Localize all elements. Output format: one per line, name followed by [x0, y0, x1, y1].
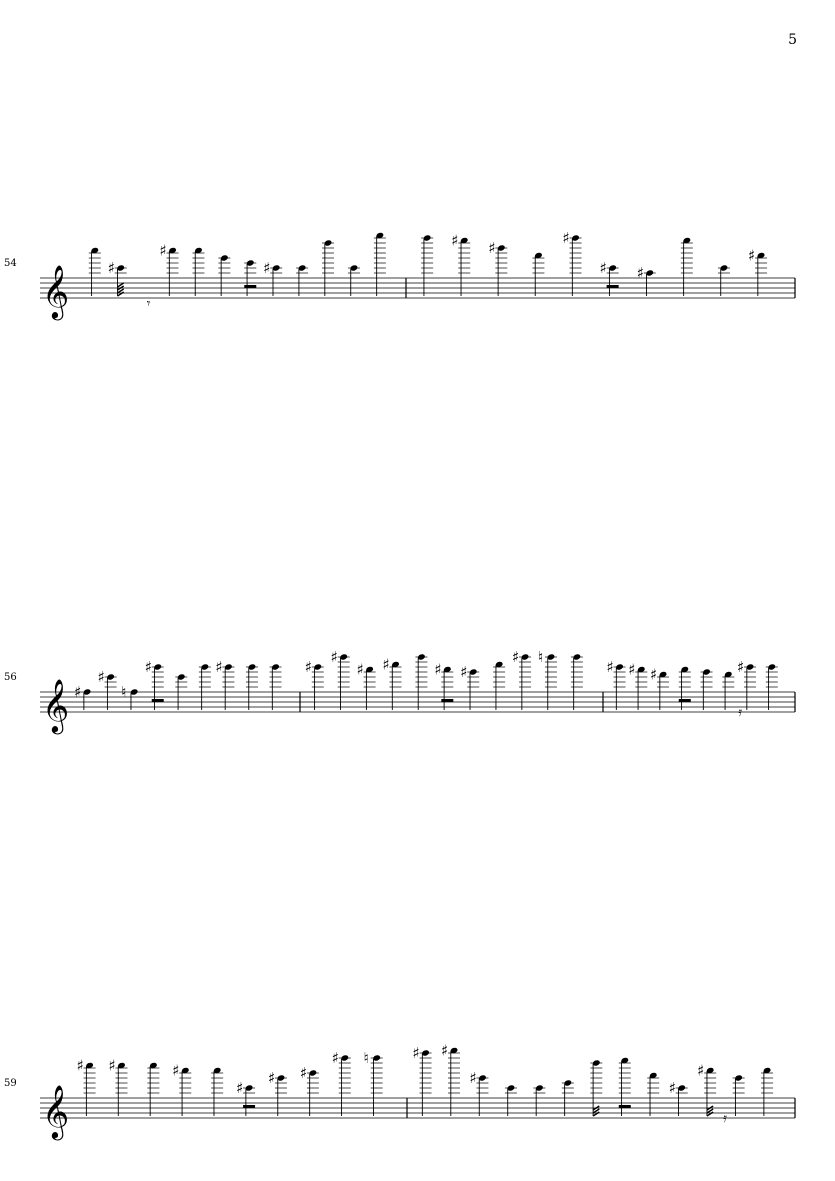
sharp-icon: ♯: [434, 660, 442, 679]
sharp-icon: ♯: [562, 229, 570, 247]
sharp-icon: ♯: [172, 1061, 180, 1080]
sharp-icon: ♯: [628, 660, 636, 679]
staff-system: [4, 1042, 795, 1141]
sharp-icon: ♯: [215, 658, 223, 676]
measure-number: 59: [4, 1078, 17, 1089]
half-rest-icon: [441, 699, 453, 702]
staff-system: [4, 648, 795, 734]
half-rest-icon: [243, 1105, 255, 1108]
rest-icon: 𝄿: [722, 1111, 727, 1126]
sharp-icon: ♯: [382, 655, 390, 674]
half-rest-icon: [244, 285, 256, 288]
sharp-icon: ♯: [144, 658, 152, 676]
sharp-icon: ♯: [441, 1041, 449, 1060]
sharp-icon: ♯: [599, 259, 607, 277]
sharp-icon: ♯: [488, 239, 496, 257]
half-rest-icon: [619, 1105, 631, 1108]
sharp-icon: ♯: [737, 658, 745, 676]
sharp-icon: ♯: [668, 1079, 676, 1097]
page-number: 5: [788, 32, 797, 48]
half-rest-icon: [152, 699, 164, 702]
sharp-icon: ♯: [107, 259, 115, 277]
sharp-icon: ♯: [331, 1049, 340, 1067]
sharp-icon: ♯: [356, 660, 364, 679]
natural-icon: ♮: [537, 648, 544, 666]
sharp-icon: ♯: [108, 1056, 116, 1075]
measure-number: 54: [4, 258, 17, 269]
half-rest-icon: [679, 699, 691, 702]
half-rest-icon: [607, 285, 619, 288]
rest-icon: 𝄾: [146, 296, 151, 312]
sharp-icon: ♯: [697, 1061, 705, 1080]
sharp-icon: ♯: [748, 246, 756, 265]
sharp-icon: ♯: [636, 264, 644, 282]
sharp-icon: ♯: [74, 683, 82, 701]
sharp-icon: ♯: [263, 259, 271, 277]
sharp-icon: ♯: [304, 658, 313, 676]
treble-clef-icon: 𝄞: [42, 264, 70, 318]
staff-system: [4, 229, 795, 320]
natural-icon: ♮: [363, 1049, 370, 1067]
sharp-icon: ♯: [469, 1069, 477, 1087]
sharp-icon: ♯: [159, 241, 167, 260]
natural-icon: ♮: [121, 683, 127, 701]
rest-icon: 𝄿: [738, 705, 743, 720]
measure-number: 56: [4, 672, 17, 683]
sharp-icon: ♯: [606, 658, 614, 676]
sharp-icon: ♯: [76, 1056, 84, 1075]
sharp-icon: ♯: [460, 663, 468, 681]
sharp-icon: ♯: [512, 648, 520, 666]
sharp-icon: ♯: [236, 1079, 244, 1097]
treble-clef-icon: 𝄞: [42, 1084, 70, 1138]
sharp-icon: ♯: [299, 1064, 308, 1082]
sharp-icon: ♯: [267, 1069, 276, 1087]
sharp-icon: ♯: [412, 1044, 420, 1062]
treble-clef-icon: 𝄞: [42, 678, 70, 732]
sharp-icon: ♯: [650, 665, 658, 684]
sharp-icon: ♯: [330, 648, 338, 666]
sharp-icon: ♯: [97, 668, 105, 686]
sharp-icon: ♯: [451, 231, 459, 250]
